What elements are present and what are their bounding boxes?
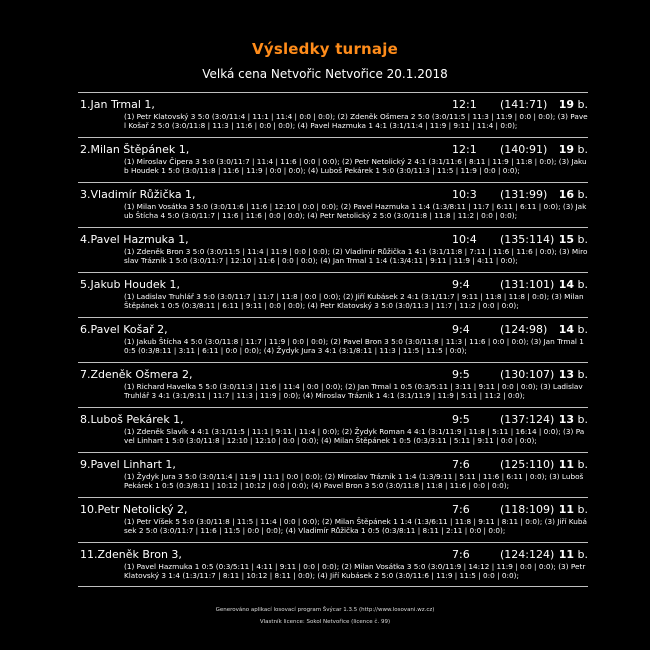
player-point-ratio: (131:99): [500, 188, 548, 201]
player-score: 7:6: [452, 548, 470, 561]
player-points: [559, 413, 588, 426]
player-games: (1) Petr Klatovský 3 5:0 (3:0/11:4 | 11:1 | 11:4 | 0:0 | 0:0); (2) Zdeněk Ošmera 2 5:0 (3:0/11:5 | 11:3 | 11:9 | 0:0 | 0:0); (3) Pavel Košař 2 5:0 (3:0/11:8 | 11:3 | 11:6 | 0:0 | 0:0); (4) Pavel Hazmuka 1 4:1 (3:1/11:4 | 11:9 | 9:11 | 11:4 | 0:0);: [124, 112, 588, 130]
player-games: (1) Jakub Štícha 4 5:0 (3:0/11:8 | 11:7 | 11:9 | 0:0 | 0:0); (2) Pavel Bron 3 5:0 (3:0/11:8 | 11:3 | 11:6 | 0:0 | 0:0); (3) Jan Trmal 1 0:5 (0:3/8:11 | 3:11 | 6:11 | 0:0 | 0:0); (4) Žydyk Jura 3 4:1 (3:1/8:11 | 11:3 | 11:5 | 11:5 | 0:0);: [124, 337, 584, 355]
player-points: [559, 98, 588, 111]
player-rank-name: 1.Jan Trmal 1,: [80, 98, 155, 111]
player-point-ratio: (137:124): [500, 413, 555, 426]
player-games: (1) Petr Víšek 5 5:0 (3:0/11:8 | 11:5 | 11:4 | 0:0 | 0:0); (2) Milan Štěpánek 1 1:4 (1:3/6:11 | 11:8 | 9:11 | 8:11 | 0:0); (3) Jiří Kubásek 2 5:0 (3:0/11:7 | 11:6 | 11:5 | 0:0 | 0:0); (4) Vladimír Růžička 1 0:5 (0:3/8:11 | 8:11 | 2:11 | 0:0 | 0:0);: [124, 517, 587, 535]
player-point-ratio: (124:98): [500, 323, 548, 336]
player-points-value: 14: [558, 323, 575, 336]
player-points: [559, 458, 588, 471]
player-points-value: 19: [558, 98, 575, 111]
result-entry: [78, 227, 588, 272]
result-entry-header: [78, 503, 588, 516]
player-points-value: 15: [558, 233, 575, 246]
points-suffix: b.: [577, 548, 588, 561]
result-entry-header: [78, 98, 588, 111]
footer-license: Vlastník licence: Sokol Netvořice (licence č. 99): [259, 619, 391, 625]
player-rank-name: 4.Pavel Hazmuka 1,: [80, 233, 189, 246]
player-score: 10:3: [452, 188, 477, 201]
player-score: 9:5: [452, 368, 470, 381]
result-entry-header: [78, 548, 588, 561]
player-score: 7:6: [452, 503, 470, 516]
player-points-value: 11: [558, 458, 575, 471]
player-rank-name: 5.Jakub Houdek 1,: [80, 278, 181, 291]
player-points: [559, 368, 588, 381]
player-points-value: 13: [558, 368, 575, 381]
player-point-ratio: (118:109): [500, 503, 555, 516]
results-list: [78, 92, 588, 587]
result-entry-header: [78, 233, 588, 246]
points-suffix: b.: [577, 143, 588, 156]
points-suffix: b.: [577, 368, 588, 381]
player-point-ratio: (125:110): [500, 458, 555, 471]
player-games: (1) Milan Vosátka 3 5:0 (3:0/11:6 | 11:6 | 12:10 | 0:0 | 0:0); (2) Pavel Hazmuka 1 1:4 (1:3/8:11 | 11:7 | 6:11 | 6:11 | 0:0); (3) Jakub Štícha 4 5:0 (3:0/11:7 | 11:6 | 11:6 | 0:0 | 0:0); (4) Petr Netolický 2 5:0 (3:0/11:8 | 11:8 | 11:2 | 0:0 | 0:0);: [124, 202, 587, 220]
result-entry: [78, 182, 588, 227]
player-score: 9:4: [452, 323, 470, 336]
player-rank-name: 11.Zdeněk Bron 3,: [80, 548, 182, 561]
player-points-value: 11: [558, 548, 575, 561]
player-games: (1) Ladislav Truhlář 3 5:0 (3:0/11:7 | 11:7 | 11:8 | 0:0 | 0:0); (2) Jiří Kubásek 2 4:1 (3:1/11:7 | 9:11 | 11:8 | 11:8 | 0:0); (3) Milan Štěpánek 1 0:5 (0:3/8:11 | 6:11 | 9:11 | 0:0 | 0:0); (4) Petr Klatovský 3 5:0 (3:0/11:3 | 11:7 | 11:2 | 0:0 | 0:0);: [124, 292, 584, 310]
result-entry: [78, 362, 588, 407]
player-point-ratio: (124:124): [500, 548, 555, 561]
player-score: 12:1: [452, 98, 477, 111]
result-entry: [78, 317, 588, 362]
player-points-value: 14: [558, 278, 575, 291]
result-entry: [78, 452, 588, 497]
player-rank-name: 6.Pavel Košař 2,: [80, 323, 168, 336]
player-points-value: 19: [558, 143, 575, 156]
player-points-value: 11: [558, 503, 575, 516]
points-suffix: b.: [577, 188, 588, 201]
player-point-ratio: (130:107): [500, 368, 555, 381]
player-games: (1) Zdeněk Bron 3 5:0 (3:0/11:5 | 11:4 | 11:9 | 0:0 | 0:0); (2) Vladimír Růžička 1 4:1 (3:1/11:8 | 7:11 | 11:6 | 11:6 | 0:0); (3) Miroslav Trázník 1 5:0 (3:0/11:7 | 12:10 | 11:6 | 0:0 | 0:0); (4) Jan Trmal 1 1:4 (1:3/4:11 | 9:11 | 11:9 | 4:11 | 0:0);: [124, 247, 588, 265]
player-points: [559, 143, 588, 156]
points-suffix: b.: [577, 233, 588, 246]
result-entry: [78, 272, 588, 317]
result-entry-header: [78, 413, 588, 426]
player-score: 9:5: [452, 413, 470, 426]
player-points-value: 13: [558, 413, 575, 426]
player-rank-name: 7.Zdeněk Ošmera 2,: [80, 368, 193, 381]
player-games: (1) Zdeněk Slavík 4 4:1 (3:1/11:5 | 11:1 | 9:11 | 11:4 | 0:0); (2) Žydyk Roman 4 4:1 (3:1/11:9 | 11:8 | 5:11 | 16:14 | 0:0); (3) Pavel Linhart 1 5:0 (3:0/11:8 | 12:10 | 12:10 | 0:0 | 0:0); (4) Milan Štěpánek 1 0:5 (0:3/3:11 | 5:11 | 9:11 | 0:0 | 0:0);: [124, 427, 585, 445]
player-points: [559, 188, 588, 201]
points-suffix: b.: [577, 323, 588, 336]
player-rank-name: 8.Luboš Pekárek 1,: [80, 413, 184, 426]
points-suffix: b.: [577, 98, 588, 111]
points-suffix: b.: [577, 278, 588, 291]
player-points-value: 16: [558, 188, 575, 201]
player-score: 9:4: [452, 278, 470, 291]
footer-generated: Generováno aplikací losovací program Švýcar 1.3.5 (http://www.losovani.wz.cz): [215, 607, 435, 613]
result-entry-header: [78, 278, 588, 291]
result-entry: [78, 137, 588, 182]
player-point-ratio: (131:101): [500, 278, 555, 291]
player-score: 7:6: [452, 458, 470, 471]
player-rank-name: 3.Vladimír Růžička 1,: [80, 188, 196, 201]
player-points: [559, 548, 588, 561]
player-score: 10:4: [452, 233, 477, 246]
result-entry-header: [78, 143, 588, 156]
result-entry-header: [78, 368, 588, 381]
points-suffix: b.: [577, 413, 588, 426]
points-suffix: b.: [577, 458, 588, 471]
player-points: [559, 233, 588, 246]
player-point-ratio: (141:71): [500, 98, 548, 111]
player-points: [559, 323, 588, 336]
points-suffix: b.: [577, 503, 588, 516]
result-entry: [78, 407, 588, 452]
result-entry-header: [78, 323, 588, 336]
page-title: Výsledky turnaje: [252, 40, 398, 58]
player-games: (1) Žydyk Jura 3 5:0 (3:0/11:4 | 11:9 | 11:1 | 0:0 | 0:0); (2) Miroslav Trázník 1 1:4 (1:3/9:11 | 5:11 | 11:6 | 6:11 | 0:0); (3) Luboš Pekárek 1 0:5 (0:3/8:11 | 10:12 | 10:12 | 0:0 | 0:0); (4) Pavel Bron 3 5:0 (3:0/11:8 | 11:8 | 11:6 | 0:0 | 0:0);: [124, 472, 584, 490]
result-entry: [78, 497, 588, 542]
player-points: [559, 278, 588, 291]
player-rank-name: 10.Petr Netolický 2,: [80, 503, 188, 516]
player-games: (1) Pavel Hazmuka 1 0:5 (0:3/5:11 | 4:11 | 9:11 | 0:0 | 0:0); (2) Milan Vosátka 3 5:0 (3:0/11:9 | 14:12 | 11:9 | 0:0 | 0:0); (3) Petr Klatovský 3 1:4 (1:3/11:7 | 8:11 | 10:12 | 8:11 | 0:0); (4) Jiří Kubásek 2 5:0 (3:0/11:6 | 11:9 | 11:5 | 0:0 | 0:0);: [124, 562, 586, 580]
player-games: (1) Richard Havelka 5 5:0 (3:0/11:3 | 11:6 | 11:4 | 0:0 | 0:0); (2) Jan Trmal 1 0:5 (0:3/5:11 | 3:11 | 9:11 | 0:0 | 0:0); (3) Ladislav Truhlář 3 4:1 (3:1/9:11 | 11:7 | 11:3 | 11:9 | 0:0); (4) Miroslav Trázník 1 4:1 (3:1/11:9 | 11:9 | 5:11 | 11:2 | 0:0);: [124, 382, 583, 400]
player-point-ratio: (140:91): [500, 143, 548, 156]
result-entry-header: [78, 458, 588, 471]
player-rank-name: 2.Milan Štěpánek 1,: [80, 143, 190, 156]
tournament-subtitle: Velká cena Netvořic Netvořice 20.1.2018: [202, 67, 448, 81]
result-entry: [78, 542, 588, 587]
result-entry: [78, 92, 588, 137]
player-points: [559, 503, 588, 516]
player-games: (1) Miroslav Čipera 3 5:0 (3:0/11:7 | 11:4 | 11:6 | 0:0 | 0:0); (2) Petr Netolický 2 4:1 (3:1/11:6 | 8:11 | 11:9 | 11:8 | 0:0); (3) Jakub Houdek 1 5:0 (3:0/11:8 | 11:6 | 11:9 | 0:0 | 0:0); (4) Luboš Pekárek 1 5:0 (3:0/11:3 | 11:5 | 11:9 | 0:0 | 0:0);: [124, 157, 587, 175]
player-point-ratio: (135:114): [500, 233, 555, 246]
result-entry-header: [78, 188, 588, 201]
player-rank-name: 9.Pavel Linhart 1,: [80, 458, 176, 471]
player-score: 12:1: [452, 143, 477, 156]
